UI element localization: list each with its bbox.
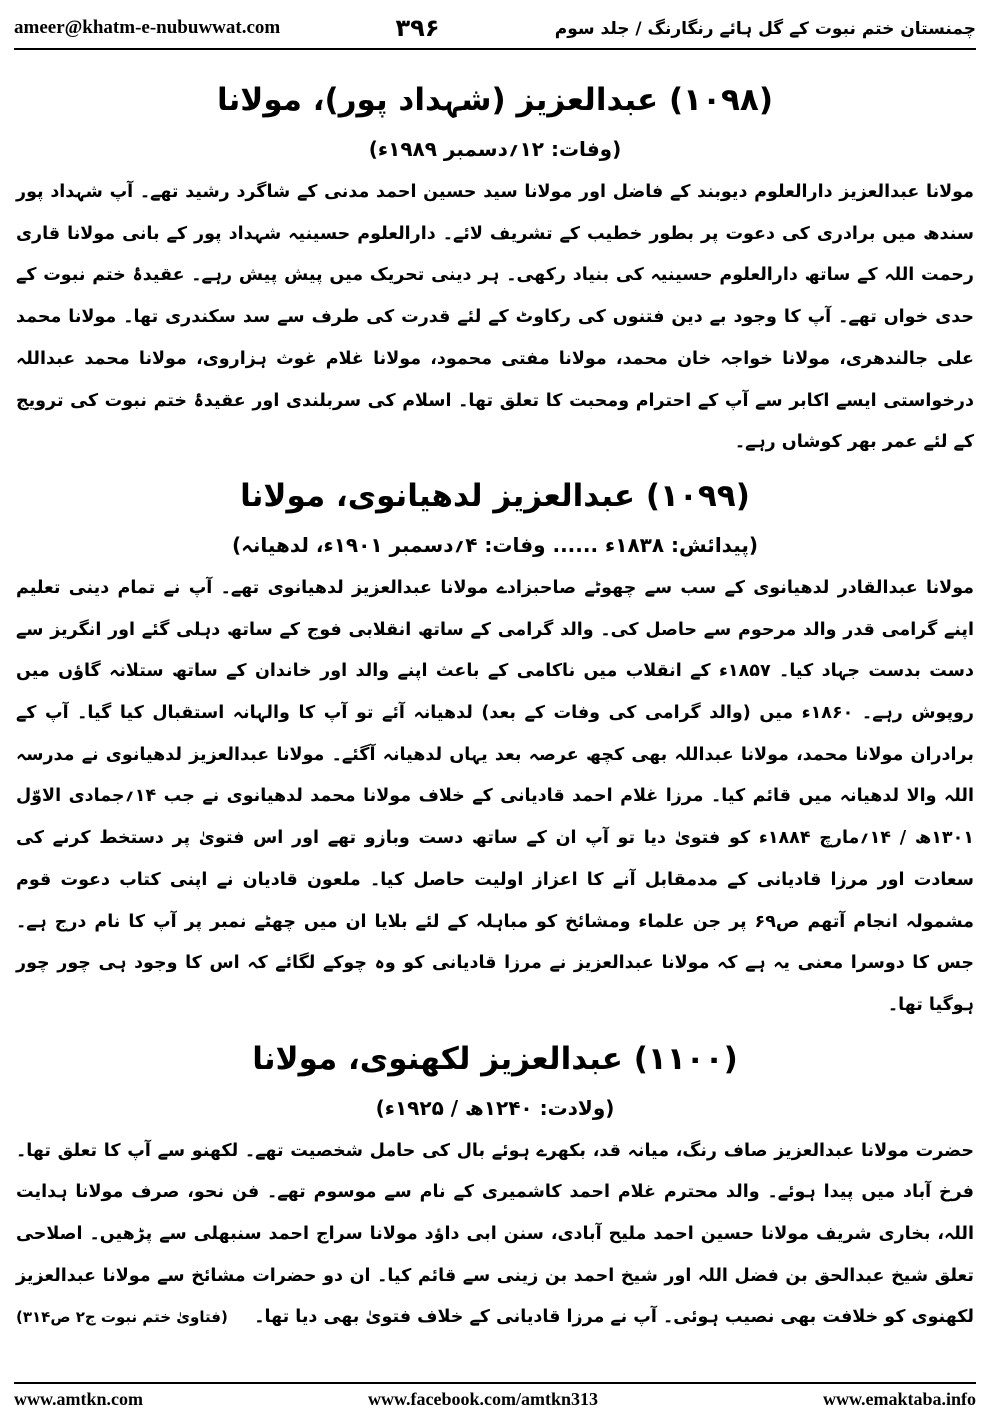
section-dates: (ولادت: ۱۲۴۰ھ / ۱۹۲۵ء) <box>375 1095 615 1120</box>
section-heading: (۱۰۹۹) عبدالعزیز لدھیانوی، مولانا <box>240 477 750 514</box>
section-body: مولانا عبدالقادر لدھیانوی کے سب سے چھوٹے صاحبزادے مولانا عبدالعزیز لدھیانوی تھے۔ آپ نے تمام دینی تعلیم اپنے گرامی قدر والد مرحوم سے حاصل کی۔ والد گرامی کے ساتھ انقلابی فوج کے ساتھ دہلی گئے اور انگریز سے دست بدست جہاد کیا۔ ۱۸۵۷ء کے انقلاب میں ناکامی کے باعث اپنے والد اور خاندان کے ساتھ ستلانہ گاؤں میں روپوش رہے۔ ۱۸۶۰ء میں (والد گرامی کی وفات کے بعد) لدھیانہ آئے تو آپ کا والہانہ استقبال کیا گیا۔ آپ کے برادران مولانا محمد، مولانا عبداللہ بھی کچھ عرصہ بعد یہاں لدھیانہ آگئے۔ مولانا عبدالعزیز لدھیانوی نے مدرسہ اللہ والا لدھیانہ میں قائم کیا۔ مرزا غلام احمد قادیانی کے خلاف مولانا محمد لدھیانوی نے جب ۱۴؍جمادی الاوّل ۱۳۰۱ھ / ۱۴؍مارچ ۱۸۸۴ء کو فتویٰ دیا تو آپ ان کے ساتھ دست وبازو تھے اور اس فتویٰ پر دستخط کرنے کی سعادت اور مرزا قادیانی کے مدمقابل آنے کا اعزاز اولیت حاصل کیا۔ ملعون قادیان نے اپنی کتاب دعوت قوم مشمولہ انجام آتھم ص۶۹ پر جن علماء ومشائخ کو مباہلہ کے لئے بلایا ان میں چھٹے نمبر پر آپ کا نام درج ہے۔ جس کا دوسرا معنی یہ ہے کہ مولانا عبدالعزیز نے مرزا قادیانی کو وہ چوکے لگائے کہ اس کا وجود ہی چور چور ہوگیا تھا۔ <box>16 577 974 1015</box>
section-heading: (۱۰۹۸) عبدالعزیز (شہداد پور)، مولانا <box>216 82 774 118</box>
section-body-text: حضرت مولانا عبدالعزیز صاف رنگ، میانہ قد، بکھرے ہوئے بال کی حامل شخصیت تھے۔ لکھنو سے آپ کا تعلق تھا۔ فرخ آباد میں پیدا ہوئے۔ والد محترم غلام احمد کاشمیری کے نام سے موسوم تھے۔ فن نحو، صرف مولانا ہدایت اللہ، بخاری شریف مولانا حسین احمد ملیح آبادی، سنن ابی داؤد مولانا سراج احمد سنبھلی سے پڑھیں۔ اصلاحی تعلق شیخ عبدالحق بن فضل اللہ اور شیخ احمد بن زینی سے قائم کیا۔ ان دو حضرات مشائخ سے مولانا عبدالعزیز لکھنوی کو خلافت بھی نصیب ہوئی۔ آپ نے مرزا قادیانی کے خلاف فتویٰ بھی دیا تھا۔ <box>16 1140 974 1328</box>
section-heading: (۱۱۰۰) عبدالعزیز لکھنوی، مولانا <box>252 1040 738 1077</box>
page-content <box>16 62 974 1376</box>
footer-emaktaba-link[interactable]: www.emaktaba.info <box>822 1388 976 1409</box>
footer-website-link[interactable]: www.amtkn.com <box>14 1388 143 1409</box>
footer-facebook-link[interactable]: www.facebook.com/amtkn313 <box>367 1388 598 1409</box>
source-reference: (فتاویٰ ختم نبوت ج۲ ص۳۱۴) <box>16 1308 228 1327</box>
header-email: ameer@khatm-e-nubuwwat.com <box>14 17 281 38</box>
page-number: ۳۹۶ <box>395 14 440 42</box>
section-dates: (پیدائش: ۱۸۳۸ء ...... وفات: ۴؍دسمبر ۱۹۰۱ء، لدھیانہ) <box>231 532 759 557</box>
section-body: مولانا عبدالعزیز دارالعلوم دیوبند کے فاضل اور مولانا سید حسین احمد مدنی کے شاگرد رشید تھے۔ آپ شہداد پور سندھ میں برادری کی دعوت پر بطور خطیب کے تشریف لائے۔ دارالعلوم حسینیہ شہداد پور کے بانی مولانا قاری رحمت اللہ کے ساتھ دارالعلوم حسینیہ کی بنیاد رکھی۔ ہر دینی تحریک میں پیش پیش رہے۔ عقیدۂ ختم نبوت کے حدی خواں تھے۔ آپ کا وجود بے دین فتنوں کی رکاوٹ کے لئے قدرت کی طرف سے سد سکندری تھا۔ مولانا محمد علی جالندھری، مولانا خواجہ خان محمد، مولانا مفتی محمود، مولانا غلام غوث ہزاروی، مولانا محمد عبداللہ درخواستی ایسے اکابر سے آپ کے احترام ومحبت کا تعلق تھا۔ اسلام کی سربلندی اور عقیدۂ ختم نبوت کی ترویج کے لئے عمر بھر کوشاں رہے۔ <box>16 182 974 453</box>
page-footer <box>14 1382 976 1414</box>
page-header <box>14 8 976 50</box>
section-body <box>16 1131 974 1340</box>
section-dates: (وفات: ۱۲؍دسمبر ۱۹۸۹ء) <box>368 137 622 161</box>
book-title: چمنستان ختم نبوت کے گل ہائے رنگارنگ / جلد سوم <box>554 18 976 39</box>
